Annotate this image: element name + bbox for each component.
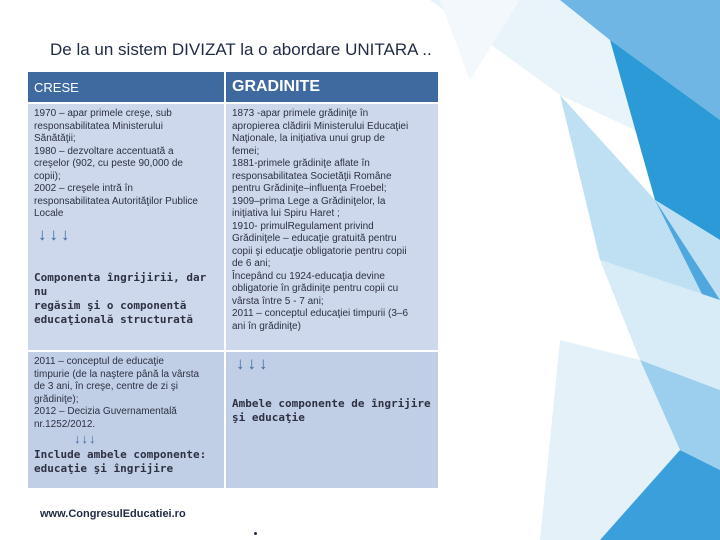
crese-text-line: copii); (34, 170, 61, 182)
gradinite-text-line: 1909–prima Lege a Grădiniţelor, la (232, 195, 386, 207)
slide-dot (254, 532, 257, 535)
crese-note-line: regăsim şi o componentă (34, 299, 187, 312)
gradinite-text-line: pentru Grădiniţe–influenţa Froebel; (232, 183, 387, 194)
down-arrows-icon: ↓↓↓ (74, 431, 97, 446)
page-title: De la un sistem DIVIZAT la o abordare UNITARA .. (50, 40, 432, 59)
crese-current-line: de 3 ani, în creşe, centre de zi şi (34, 381, 178, 392)
crese-current-line: grădiniţe); (34, 393, 79, 405)
crese-current-line: nr.1252/2012. (34, 418, 96, 430)
gradinite-current-note-line: Ambele componente de îngrijire (232, 396, 431, 410)
header-gradinite: GRADINITE (225, 71, 439, 103)
comparison-table (26, 70, 440, 490)
crese-note-line: Componenta îngrijirii, dar nu (34, 271, 207, 298)
gradinite-current-cell (225, 351, 439, 489)
crese-current-cell (27, 351, 225, 489)
header-crese: CRESE (27, 71, 225, 103)
crese-current-line: 2012 – Decizia Guvernamentală (34, 406, 177, 417)
crese-history-cell (27, 103, 225, 351)
gradinite-text-line: vârsta între 5 - 7 ani; (232, 295, 324, 307)
gradinite-text-line: 2011 – conceptul educaţiei timpurii (3–6 (232, 308, 409, 319)
crese-current-note-line: educaţie şi îngrijire (34, 461, 174, 475)
gradinite-text-line: Grădiniţele – educaţie gratuită pentru (232, 233, 397, 244)
gradinite-text-line: apropierea clădirii Ministerului Educaţiei (232, 120, 409, 132)
crese-text-line: 1970 – apar primele creşe, sub (34, 108, 172, 119)
gradinite-text-line: 1881-primele grădiniţe aflate în (232, 158, 370, 169)
gradinite-text-line: obligatorie în grădiniţe pentru copii cu (232, 283, 399, 294)
gradinite-text-line: Începând cu 1924-educaţia devine (232, 270, 385, 282)
gradinite-text-line: 1873 -apar primele grădiniţe în (232, 108, 369, 119)
crese-text-line: Sănătăţii; (34, 133, 76, 144)
crese-text-line: responsabilitatea Autorităţilor Publice (34, 195, 198, 207)
gradinite-text-line: Naţionale, la iniţiativa unui grup de (232, 133, 385, 144)
gradinite-history-cell (225, 103, 439, 351)
crese-text-line: 2002 – creşele intră în (34, 183, 133, 194)
down-arrows-icon: ↓↓↓ (38, 224, 73, 244)
gradinite-text-line: de 6 ani; (232, 258, 271, 269)
crese-current-note-line: Include ambele componente: (34, 447, 207, 461)
crese-text-line: Locale (34, 208, 64, 219)
footer-url: www.CongresulEducatiei.ro (40, 508, 186, 520)
crese-text-line: 1980 – dezvoltare accentuată a (34, 145, 174, 157)
down-arrows-icon: ↓↓↓ (236, 354, 271, 373)
crese-note-line: educaţională structurată (34, 313, 193, 326)
gradinite-text-line: femei; (232, 145, 260, 157)
crese-current-line: 2011 – conceptul de educaţie (34, 356, 164, 367)
crese-text-line: creşelor (902, cu peste 90,000 de (34, 158, 183, 169)
gradinite-current-note-line: şi educaţie (232, 410, 305, 424)
crese-text-line: responsabilitatea Ministerului (34, 120, 163, 132)
crese-current-line: timpurie (de la naştere până la vârsta (34, 368, 200, 380)
gradinite-text-line: ani în grădiniţe) (232, 320, 301, 332)
gradinite-text-line: iniţiativa lui Spiru Haret ; (232, 208, 340, 219)
gradinite-text-line: 1910- primulRegulament privind (232, 220, 374, 232)
gradinite-text-line: copii şi educaţie obligatorie pentru copii (232, 245, 407, 257)
gradinite-text-line: responsabilitatea Societăţii Române (232, 170, 392, 182)
